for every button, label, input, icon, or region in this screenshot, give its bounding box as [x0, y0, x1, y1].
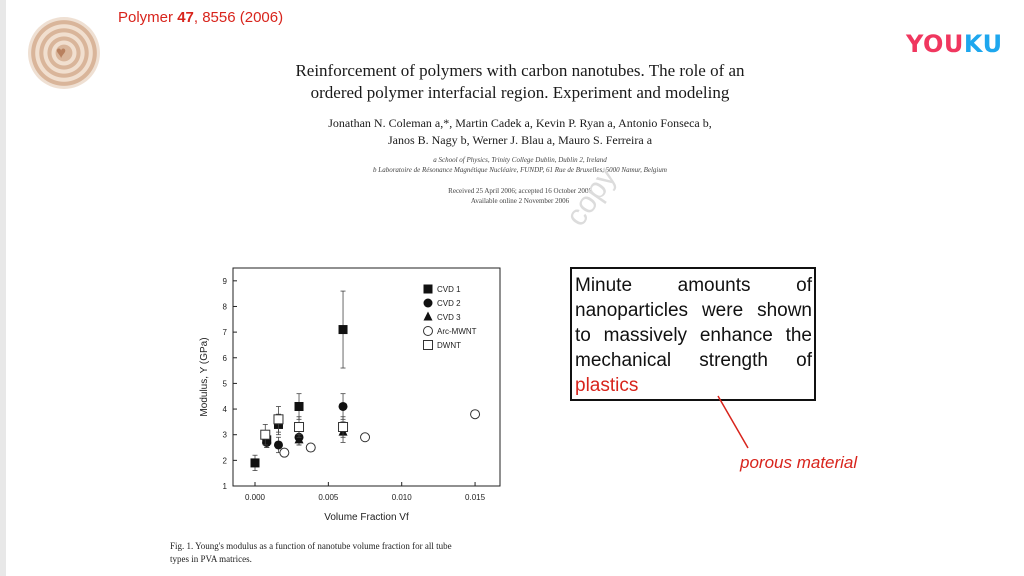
y-tick-label: 4: [222, 405, 227, 415]
data-point: [295, 423, 304, 432]
legend-marker: [424, 285, 433, 294]
y-axis-label: Modulus, Y (GPa): [199, 337, 210, 417]
caption-line1: Fig. 1. Young's modulus as a function of nanotube volume fraction for all tube: [170, 541, 452, 551]
data-point: [274, 440, 283, 449]
legend-label: CVD 3: [437, 313, 461, 322]
paper-affiliations: [250, 155, 790, 175]
data-point: [471, 410, 480, 419]
authors-line1: Jonathan N. Coleman a,*, Martin Cadek a, Kevin P. Ryan a, Antonio Fonseca b,: [328, 116, 712, 130]
chart-legend: [424, 285, 477, 351]
y-tick-label: 1: [222, 482, 227, 491]
logo-part2: KU: [963, 30, 1003, 58]
data-point: [306, 443, 315, 452]
y-tick-label: 9: [222, 276, 227, 286]
citation-pages: , 8556 (2006): [193, 9, 284, 26]
y-tick-label: 6: [222, 353, 227, 363]
logo-part1: YOU: [906, 30, 964, 58]
y-tick-label: 7: [222, 328, 227, 338]
legend-marker: [424, 327, 433, 336]
annotation-arrow: [700, 390, 760, 460]
left-frame-border: [0, 0, 6, 576]
data-point: [339, 325, 348, 334]
note-highlight: plastics: [575, 375, 639, 396]
legend-marker: [424, 341, 433, 350]
annotation-note-box: [570, 267, 816, 401]
citation-journal: Polymer: [118, 9, 178, 26]
data-point: [261, 430, 270, 439]
citation-volume: 47: [177, 9, 194, 26]
affiliation-a: a School of Physics, Trinity College Dublin, Dublin 2, Ireland: [433, 156, 607, 164]
legend-label: Arc-MWNT: [437, 327, 477, 336]
modulus-chart: [190, 262, 510, 532]
channel-avatar-icon: [28, 17, 100, 89]
note-text: Minute amounts of nanoparticles were shown to massively enhance the mechanical strength of: [575, 275, 812, 371]
data-point: [339, 423, 348, 432]
watermark-text: copy: [559, 161, 623, 233]
affiliation-b: b Laboratoire de Résonance Magnétique Nucléaire, FUNDP, 61 Rue de Bruxelles, 5000 Namur, Belgium: [373, 166, 667, 174]
x-tick-label: 0.010: [391, 493, 412, 502]
data-point: [361, 433, 370, 442]
legend-label: DWNT: [437, 341, 461, 350]
x-tick-label: 0.015: [465, 493, 486, 502]
x-axis-label: Volume Fraction Vf: [324, 512, 409, 523]
data-point: [295, 402, 304, 411]
data-point: [280, 448, 289, 457]
received-date: Received 25 April 2006; accepted 16 October 2006: [448, 187, 592, 195]
data-point: [274, 415, 283, 424]
legend-marker: [424, 299, 433, 308]
y-tick-label: 8: [222, 302, 227, 312]
paper-authors: [250, 115, 790, 149]
data-point: [339, 402, 348, 411]
figure-caption: [170, 540, 550, 566]
youku-logo: [906, 30, 1003, 58]
y-tick-label: 3: [222, 430, 227, 440]
paper-title-line2: ordered polymer interfacial region. Experiment and modeling: [310, 83, 730, 102]
authors-line2: Janos B. Nagy b, Werner J. Blau a, Mauro S. Ferreira a: [387, 133, 653, 147]
x-tick-label: 0.005: [318, 493, 339, 502]
caption-line2: types in PVA matrices.: [170, 554, 252, 564]
x-tick-label: 0.000: [244, 493, 266, 502]
paper-title-line1: Reinforcement of polymers with carbon nanotubes. The role of an: [295, 61, 745, 80]
porous-material-label: porous material: [740, 453, 858, 472]
y-tick-label: 5: [222, 379, 227, 389]
paper-title: [250, 60, 790, 104]
heart-icon: ♥: [56, 43, 67, 62]
paper-dates: [250, 186, 790, 206]
legend-label: CVD 2: [437, 299, 461, 308]
data-point: [251, 458, 260, 467]
citation: [118, 9, 283, 26]
y-tick-label: 2: [222, 456, 227, 466]
available-date: Available online 2 November 2006: [470, 197, 570, 205]
legend-label: CVD 1: [437, 285, 461, 294]
legend-marker: [424, 312, 433, 321]
